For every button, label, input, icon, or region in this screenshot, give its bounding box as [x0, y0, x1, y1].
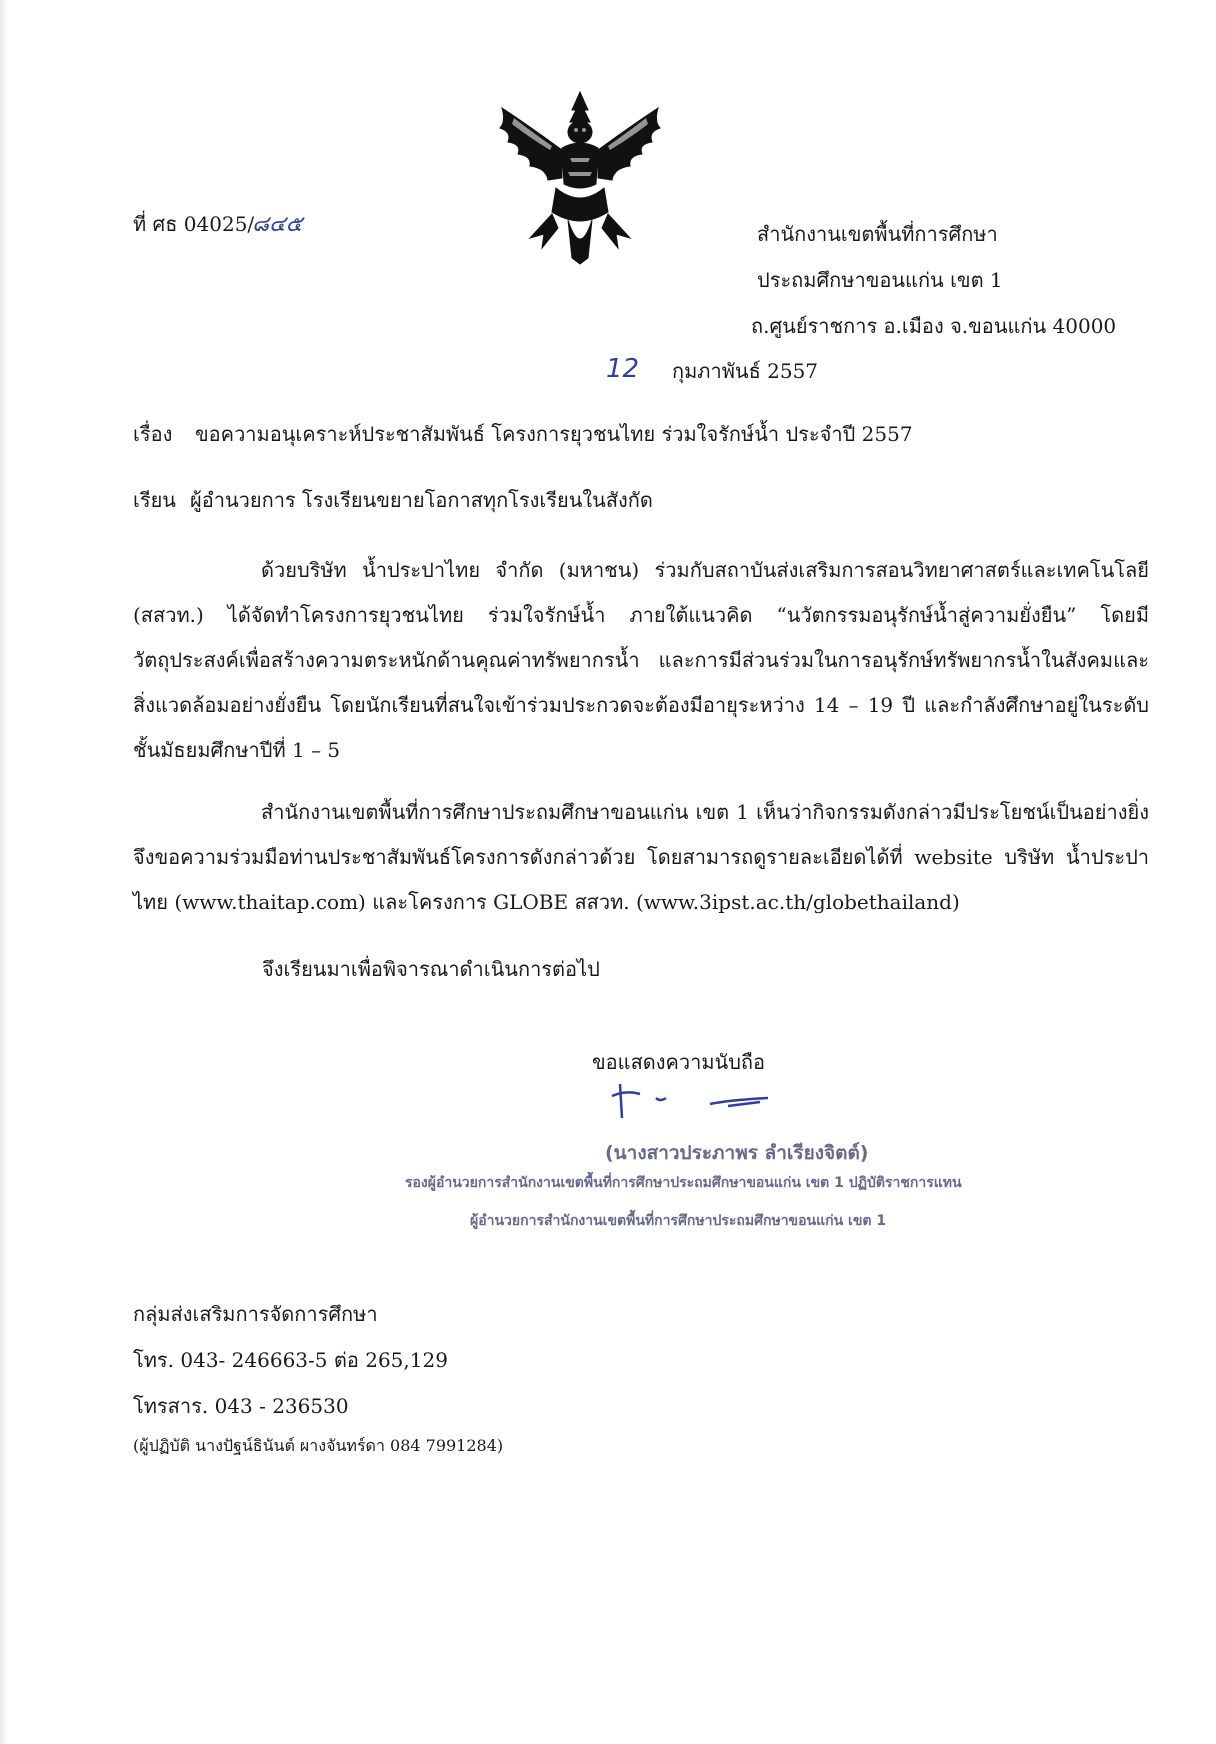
subject-text: ขอความอนุเคราะห์ประชาสัมพันธ์ โครงการยุวชนไทย ร่วมใจรักษ์น้ำ ประจำปี 2557: [195, 422, 913, 446]
document-number: ที่ ศธ 04025/: [133, 212, 255, 236]
footer-fax: โทรสาร. 043 - 236530: [133, 1394, 349, 1418]
footer-department: กลุ่มส่งเสริมการจัดการศึกษา: [133, 1302, 378, 1326]
office-name-line2: ประถมศึกษาขอนแก่น เขต 1: [757, 268, 1003, 292]
body-paragraph-2: สำนักงานเขตพื้นที่การศึกษาประถมศึกษาขอนแก่น เขต 1 เห็นว่ากิจกรรมดังกล่าวมีประโยชน์เป็นอย่างยิ่ง จึงขอความร่วมมือท่านประชาสัมพันธ์โครงการดังกล่าวด้วย โดยสามารถดูรายละเอียดได้ที่ website บริษัท น้ำประปาไทย (www.thaitap.com) และโครงการ GLOBE สสวท. (www.3ipst.ac.th/globethailand): [133, 800, 1149, 914]
date-text: กุมภาพันธ์ 2557: [672, 359, 819, 383]
recipient-label: เรียน: [133, 488, 176, 512]
signatory-position-line2: ผู้อำนวยการสำนักงานเขตพื้นที่การศึกษาประถมศึกษาขอนแก่น เขต 1: [470, 1213, 887, 1229]
recipient-text: ผู้อำนวยการ โรงเรียนขยายโอกาสทุกโรงเรียนในสังกัด: [190, 488, 653, 512]
closing-request: จึงเรียนมาเพื่อพิจารณาดำเนินการต่อไป: [262, 957, 600, 981]
document-number-handwritten: ๘๔๕: [252, 212, 303, 237]
signatory-position-line1: รองผู้อำนวยการสำนักงานเขตพื้นที่การศึกษาประถมศึกษาขอนแก่น เขต 1 ปฏิบัติราชการแทน: [405, 1175, 962, 1191]
handwritten-signature: [600, 1080, 780, 1122]
closing-salutation: ขอแสดงความนับถือ: [592, 1050, 766, 1074]
footer-officer: (ผู้ปฏิบัติ นางปัฐน์ธินันต์ ผางจันทร์ดา 084 7991284): [133, 1436, 504, 1455]
scan-edge-shadow: [0, 0, 8, 1744]
body-paragraph-1: ด้วยบริษัท น้ำประปาไทย จำกัด (มหาชน) ร่วมกับสถาบันส่งเสริมการสอนวิทยาศาสตร์และเทคโนโลยี (สสวท.) ได้จัดทำโครงการยุวชนไทย ร่วมใจรักษ์น้ำ ภายใต้แนวคิด “นวัตกรรมอนุรักษ์น้ำสู่ความยั่งยืน” โดยมีวัตถุประสงค์เพื่อสร้างความตระหนักด้านคุณค่าทรัพยากรน้ำ และการมีส่วนร่วมในการอนุรักษ์ทรัพยากรน้ำในสังคมและสิ่งแวดล้อมอย่างยั่งยืน โดยนักเรียนที่สนใจเข้าร่วมประกวดจะต้องมีอายุระหว่าง 14 – 19 ปี และกำลังศึกษาอยู่ในระดับชั้นมัธยมศึกษาปีที่ 1 – 5: [133, 558, 1149, 762]
subject-label: เรื่อง: [133, 422, 173, 446]
office-address: ถ.ศูนย์ราชการ อ.เมือง จ.ขอนแก่น 40000: [751, 314, 1117, 338]
office-name-line1: สำนักงานเขตพื้นที่การศึกษา: [757, 222, 998, 246]
garuda-emblem-icon: [492, 88, 668, 266]
date-day-handwritten: 12: [606, 354, 640, 384]
footer-phone: โทร. 043- 246663-5 ต่อ 265,129: [133, 1348, 448, 1372]
signatory-name: (นางสาวประภาพร ลำเรียงจิตต์): [605, 1142, 869, 1164]
